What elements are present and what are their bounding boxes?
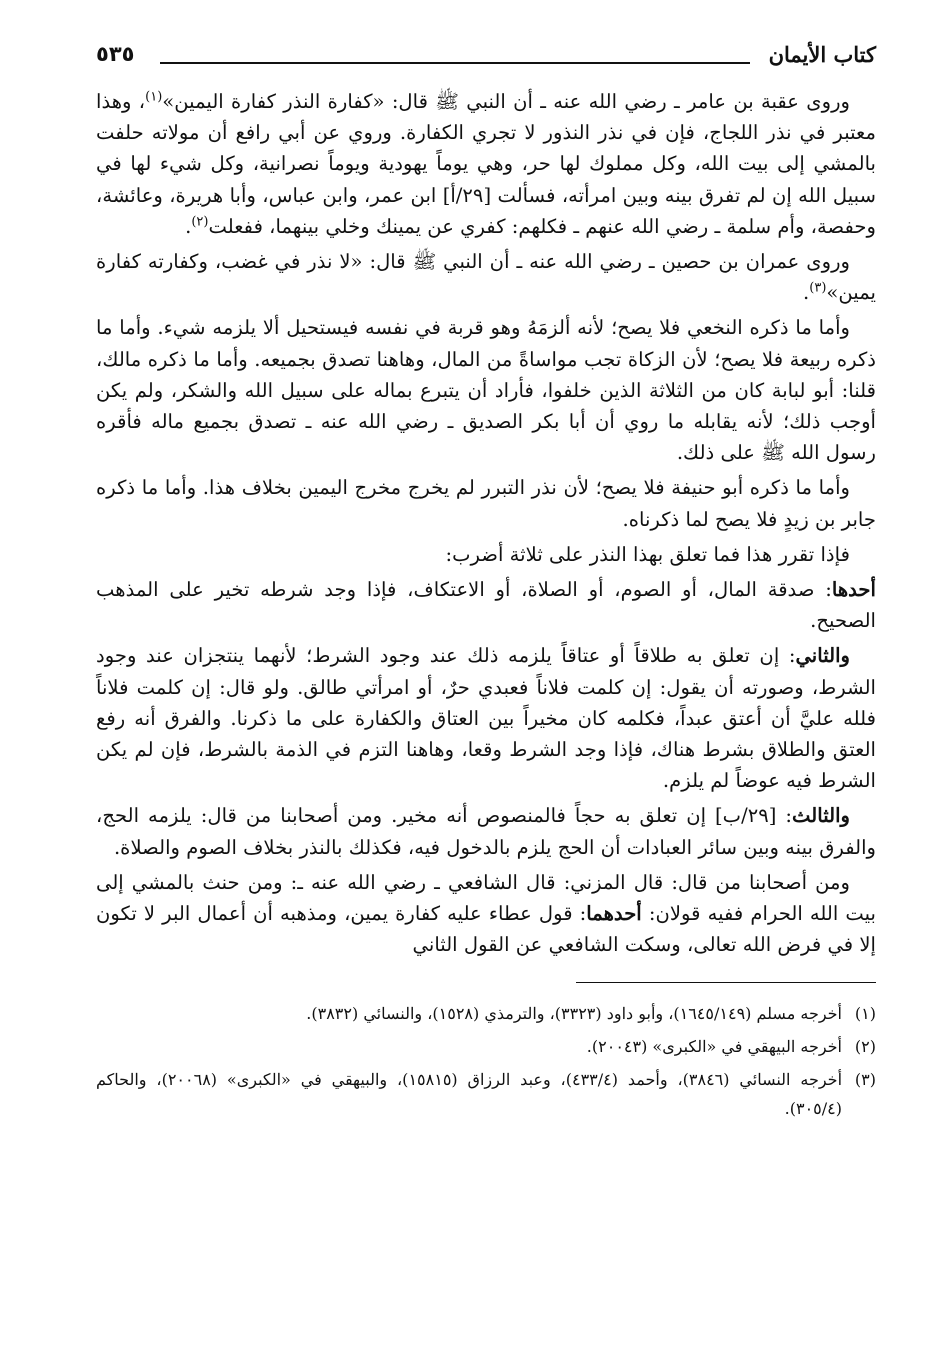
paragraph: فإذا تقرر هذا فما تعلق بهذا النذر على ثلاثة أضرب:	[445, 542, 850, 566]
section-lead: والثاني	[795, 644, 850, 668]
running-title: كتاب الأيمان	[768, 42, 876, 67]
paragraph	[96, 867, 876, 961]
paragraph	[96, 574, 876, 636]
paragraph: وأما ما ذكره أبو حنيفة فلا يصح؛ لأن نذر التبرر لم يخرج مخرج اليمين بخلاف هذا. وأما ما ذكره جابر بن زيدٍ فلا يصح لما ذكرناه.	[96, 476, 876, 531]
footnote-separator	[576, 982, 876, 983]
footnote-ref: (٢)	[191, 214, 209, 230]
page-header	[96, 40, 876, 74]
footnote-text: أخرجه البيهقي في «الكبرى» (٢٠٠٤٣).	[586, 1037, 842, 1057]
paragraph-text: ، وهذا معتبر في نذر اللجاج، فإن في نذر النذور لا تجري الكفارة. وروي عن أبي رافع أن مولاته حلفت بالمشي إلى بيت الله، وكل مملوك لها حر، وهي يوماً يهودية ويوماً نصرانية، وكل شيء لها في سبيل الله إن لم تفرق بينه وبين امرأته، فسألت [٢٩/أ] ابن عمر، وابن عباس، وأبا هريرة، وعائشة، وحفصة، وأم سلمة ـ رضي الله عنهم ـ فكلهم: كفري عن يمينك وخلي بينهما، ففعلت	[96, 90, 876, 238]
footnote-item	[96, 999, 876, 1028]
paragraph-text: وروى عمران بن حصين ـ رضي الله عنه ـ أن النبي ﷺ قال: «لا نذر في غضب، وكفارته كفارة يمين»	[96, 250, 876, 305]
paragraph-text: : قول عطاء عليه كفارة يمين، ومذهبه أن أعمال البر لا تكون إلا في فرض الله تعالى، وسكت الشافعي عن القول الثاني	[96, 902, 876, 957]
paragraph	[96, 86, 876, 242]
footnote-item	[96, 1032, 876, 1061]
section-lead: أحدها	[831, 578, 876, 602]
footnote-text: أخرجه النسائي (٣٨٤٦)، وأحمد (٤٣٣/٤)، وعبد الرزاق (١٥٨١٥)، والبيهقي في «الكبرى» (٢٠٠٦٨)، والحاكم (٣٠٥/٤).	[96, 1070, 843, 1119]
header-rule	[160, 62, 750, 64]
section-lead: والثالث	[792, 804, 850, 828]
section-lead: أحدهما	[586, 902, 642, 926]
paragraph-text: : إن تعلق به طلاقاً أو عتاقاً يلزمه ذلك عند وجود الشرط؛ لأنهما ينتجزان عند وجود الشرط، وصورته أن يقول: إن كلمت فلاناً فعبدي حرٌ، أو امرأتي طالق. ولو قال: إن كلمت فلاناً فلله عليَّ أن أعتق عبداً، فكلمه كان مخيراً بين العتاق والكفارة على ما ذكرنا. والفرق أنه رفع العتق والطلاق بشرط هناك، فإذا وجد الشرط وقعا، وهاهنا التزم في الذمة بالشرط، فإن لم يكن الشرط فيه عوضاً لم يلزم.	[96, 644, 876, 793]
footnotes	[96, 999, 876, 1123]
paragraph-text: وروى عقبة بن عامر ـ رضي الله عنه ـ أن النبي ﷺ قال: «كفارة النذر كفارة اليمين»	[162, 90, 851, 113]
page-number: ٥٣٥	[96, 42, 135, 66]
paragraph	[96, 640, 876, 796]
paragraph-text: .	[803, 281, 810, 305]
paragraph-text: .	[185, 214, 192, 238]
footnote-number: (٣)	[854, 1070, 876, 1090]
footnote-ref: (١)	[145, 89, 163, 105]
footnote-text: أخرجه مسلم (١٦٤٥/١٤٩)، وأبو داود (٣٣٢٣)، والترمذي (١٥٢٨)، والنسائي (٣٨٣٢).	[306, 1004, 842, 1024]
footnote-number: (٢)	[854, 1037, 876, 1057]
main-text	[96, 86, 876, 960]
paragraph-text: : صدقة المال، أو الصوم، أو الصلاة، أو الاعتكاف، فإذا وجد شرطه تخير على المذهب الصحيح.	[96, 578, 876, 633]
footnote-number: (١)	[854, 1004, 876, 1024]
book-page	[96, 40, 876, 1340]
paragraph-text: ومن أصحابنا من قال: قال المزني: قال الشافعي ـ رضي الله عنه ـ: ومن حنث بالمشي إلى بيت الله الحرام ففيه قولان:	[96, 870, 877, 926]
footnote-ref: (٣)	[809, 280, 827, 296]
paragraph-text: : [٢٩/ب] إن تعلق به حجاً فالمنصوص أنه مخير. ومن أصحابنا من قال: يلزمه الحج، والفرق بينه وبين سائر العبادات أن الحج يلزم بالدخول فيه، فكذلك بالنذر بخلاف الصوم والصلاة.	[96, 804, 876, 859]
footnote-item	[96, 1065, 876, 1123]
paragraph	[96, 800, 876, 862]
paragraph: وأما ما ذكره النخعي فلا يصح؛ لأنه ألزمَهُ وهو قربة في نفسه فيستحيل ألا يلزمه شيء. وأما ما ذكره ربيعة فلا يصح؛ لأن الزكاة تجب مواساةً من المال، وهاهنا تصدق بجميعه. وأما ما ذكره مالك، قلنا: أبو لبابة كان من الثلاثة الذين خلفوا، فأراد أن يتبرع بماله على سبيل الله والشكر، ولم يكن أوجب ذلك؛ لأنه يقابله ما روي أن أبا بكر الصديق ـ رضي الله عنه ـ تصدق بجميع ماله فأقره رسول الله ﷺ على ذلك.	[96, 316, 876, 465]
paragraph	[96, 246, 876, 308]
